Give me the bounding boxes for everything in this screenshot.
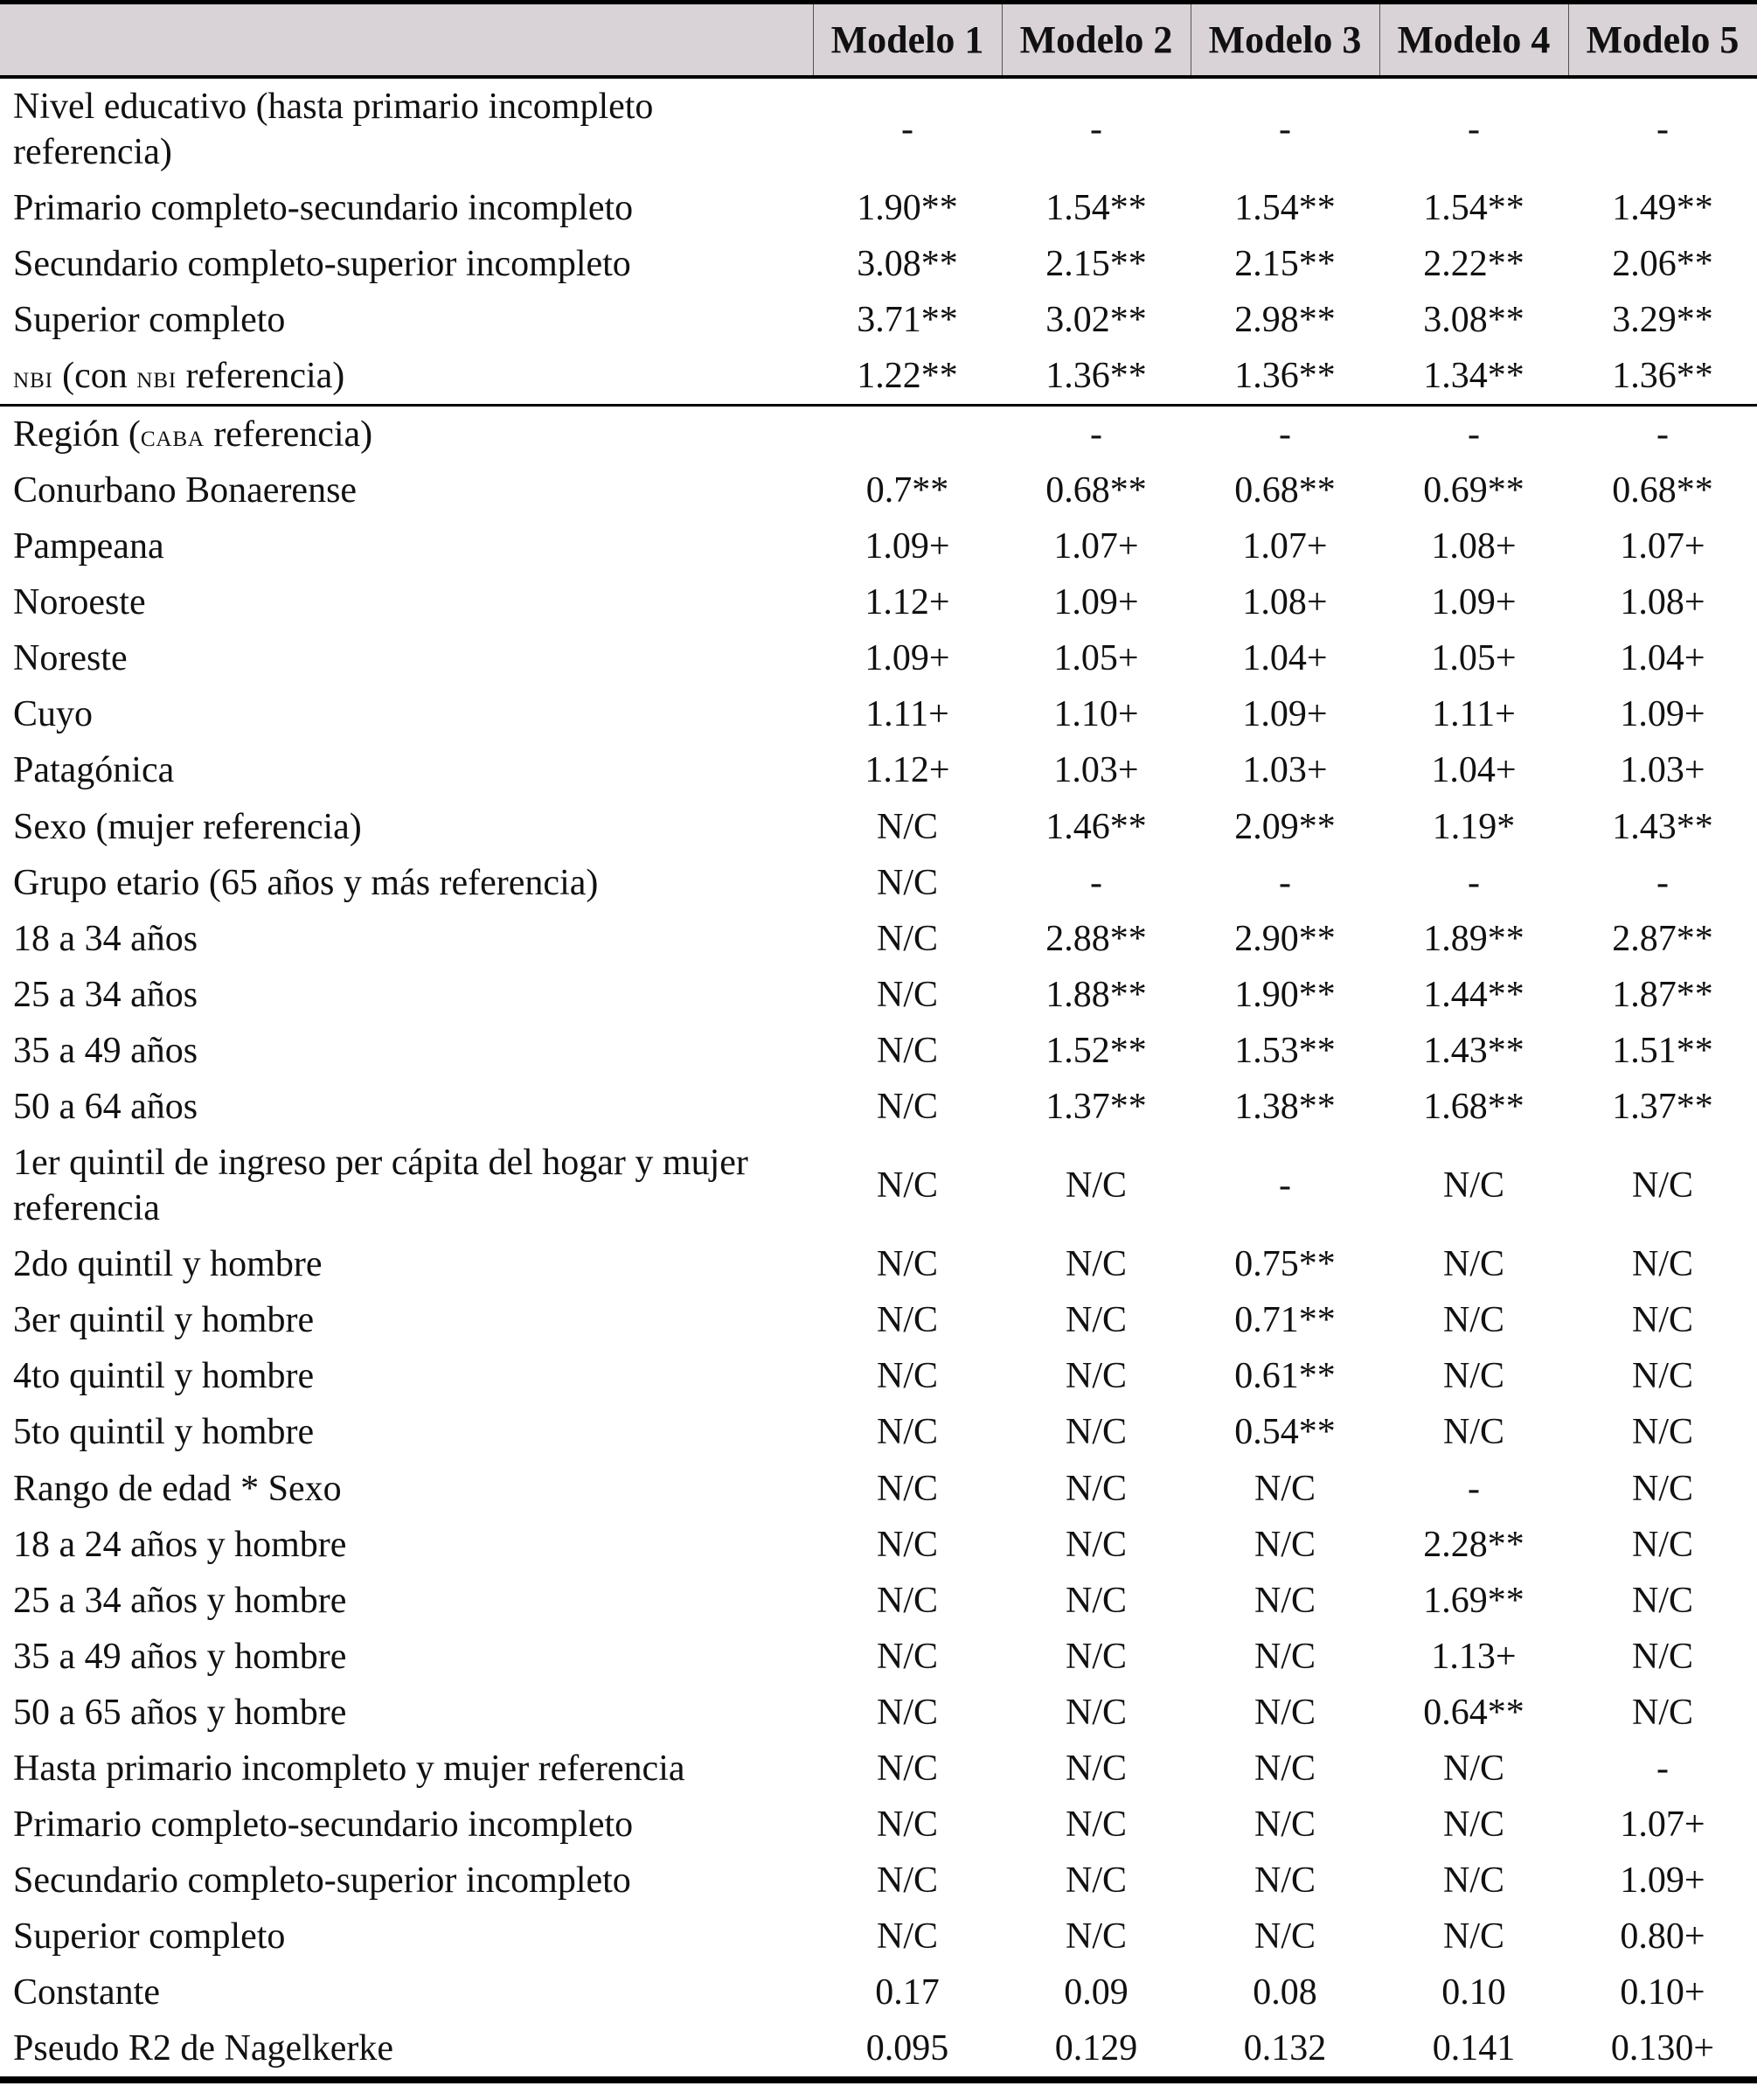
value-cell: 2.15** bbox=[1045, 243, 1147, 284]
value-cell: N/C bbox=[1631, 1692, 1693, 1733]
row-label bbox=[0, 1079, 813, 1135]
value-cell: 1.53** bbox=[1234, 1030, 1336, 1071]
value-cell: N/C bbox=[1065, 1524, 1127, 1565]
value-cell: N/C bbox=[1442, 1300, 1504, 1341]
label-text: Noreste bbox=[13, 638, 128, 679]
value-cell: - bbox=[1468, 1468, 1480, 1509]
value-cell: 0.095 bbox=[813, 2020, 1002, 2080]
label-text: 5to quintil y hombre bbox=[13, 1412, 315, 1453]
value-cell: N/C bbox=[1254, 1524, 1316, 1565]
label-text: Primario completo-secundario incompleto bbox=[13, 1804, 634, 1845]
value-cell: 1.90** bbox=[1234, 974, 1336, 1015]
table-row bbox=[0, 574, 1757, 630]
value-cell: N/C bbox=[876, 1244, 938, 1285]
value-cell: - bbox=[1090, 862, 1102, 903]
header-row bbox=[0, 3, 1757, 77]
row-label bbox=[0, 1292, 813, 1348]
table-row bbox=[0, 1853, 1757, 1909]
row-label bbox=[0, 574, 813, 630]
value-cell: - bbox=[1656, 862, 1669, 903]
small-caps-text: NBI bbox=[13, 368, 53, 393]
value-cell: 0.68** bbox=[1234, 470, 1336, 511]
value-cell: N/C bbox=[1442, 1860, 1504, 1902]
value-cell: 0.10 bbox=[1441, 1972, 1506, 2013]
value-cell: N/C bbox=[1254, 1748, 1316, 1789]
row-label bbox=[0, 1573, 813, 1629]
value-cell: N/C bbox=[876, 1412, 938, 1453]
value-cell: N/C bbox=[1254, 1916, 1316, 1957]
value-cell: N/C bbox=[1065, 1300, 1127, 1341]
value-cell: 1.43** bbox=[1612, 806, 1713, 847]
row-label bbox=[0, 799, 813, 855]
label-text: Constante bbox=[13, 1972, 160, 2013]
value-cell: N/C bbox=[876, 918, 938, 959]
value-cell: 1.68** bbox=[1423, 1086, 1524, 1127]
value-cell: N/C bbox=[1065, 1916, 1127, 1957]
row-label bbox=[0, 1348, 813, 1404]
value-cell: 1.09+ bbox=[1431, 582, 1517, 623]
value-cell: 1.04+ bbox=[1242, 638, 1328, 679]
label-text: Región ( bbox=[13, 414, 141, 455]
value-cell: 1.52** bbox=[1045, 1030, 1147, 1071]
value-cell: 1.36** bbox=[1568, 348, 1757, 406]
column-header-modelo-2: Modelo 2 bbox=[1002, 3, 1191, 77]
value-cell: 3.29** bbox=[1612, 299, 1713, 340]
value-cell: 3.08** bbox=[857, 243, 958, 284]
value-cell: 1.09+ bbox=[1053, 582, 1139, 623]
label-text: Pseudo R2 de Nagelkerke bbox=[13, 2028, 394, 2069]
label-text: Superior completo bbox=[13, 1916, 286, 1957]
value-cell: 0.69** bbox=[1423, 470, 1524, 511]
value-cell: - bbox=[1279, 414, 1291, 455]
value-cell: N/C bbox=[876, 1165, 938, 1206]
value-cell: 1.43** bbox=[1423, 1030, 1524, 1071]
label-text: Cuyo bbox=[13, 694, 94, 735]
value-cell: 1.03+ bbox=[1242, 750, 1328, 791]
value-cell: N/C bbox=[1065, 1356, 1127, 1397]
value-cell: 3.08** bbox=[1423, 299, 1524, 340]
label-text: Pampeana bbox=[13, 526, 164, 567]
value-cell: 1.04+ bbox=[1620, 638, 1705, 679]
table-row bbox=[0, 799, 1757, 855]
value-cell: 1.09+ bbox=[865, 638, 950, 679]
row-label bbox=[0, 1797, 813, 1853]
small-caps-text: CABA bbox=[140, 428, 205, 452]
label-text: referencia) bbox=[204, 414, 373, 455]
value-cell: 3.02** bbox=[1045, 299, 1147, 340]
value-cell: 0.10+ bbox=[1620, 1972, 1705, 2013]
value-cell: 0.141 bbox=[1379, 2020, 1568, 2080]
value-cell: 1.34** bbox=[1379, 348, 1568, 406]
table-body bbox=[0, 77, 1757, 2081]
value-cell: 1.11+ bbox=[1432, 694, 1516, 735]
label-text: 1er quintil de ingreso per cápita del hogar y mujer referencia bbox=[13, 1143, 748, 1229]
value-cell: 1.44** bbox=[1423, 974, 1524, 1015]
value-cell: 1.11+ bbox=[865, 694, 949, 735]
corner-header-cell bbox=[0, 3, 813, 77]
row-label bbox=[0, 180, 813, 236]
value-cell: N/C bbox=[876, 1524, 938, 1565]
value-cell: N/C bbox=[1254, 1804, 1316, 1845]
row-label bbox=[0, 236, 813, 292]
value-cell: - bbox=[1279, 108, 1291, 150]
value-cell: - bbox=[1090, 414, 1102, 455]
row-label bbox=[0, 518, 813, 574]
value-cell: 0.17 bbox=[875, 1972, 940, 2013]
table-row bbox=[0, 742, 1757, 798]
value-cell: - bbox=[1468, 414, 1480, 455]
table-row bbox=[0, 2020, 1757, 2080]
value-cell: 1.05+ bbox=[1431, 638, 1517, 679]
value-cell: 1.54** bbox=[1045, 187, 1147, 228]
value-cell: N/C bbox=[876, 1030, 938, 1071]
value-cell: N/C bbox=[876, 1086, 938, 1127]
value-cell: N/C bbox=[876, 862, 938, 903]
value-cell: 1.07+ bbox=[1242, 526, 1328, 567]
value-cell: 1.89** bbox=[1423, 918, 1524, 959]
value-cell: 0.132 bbox=[1191, 2020, 1379, 2080]
table-row bbox=[0, 1348, 1757, 1404]
value-cell: 2.09** bbox=[1234, 806, 1336, 847]
value-cell: 2.98** bbox=[1234, 299, 1336, 340]
value-cell: N/C bbox=[1065, 1636, 1127, 1677]
label-text: 2do quintil y hombre bbox=[13, 1244, 323, 1285]
value-cell: 2.90** bbox=[1234, 918, 1336, 959]
table-row bbox=[0, 630, 1757, 686]
value-cell: 2.15** bbox=[1234, 243, 1336, 284]
value-cell: 0.71** bbox=[1234, 1300, 1336, 1341]
value-cell: 1.46** bbox=[1045, 806, 1147, 847]
label-text: Nivel educativo (hasta primario incompleto referencia) bbox=[13, 86, 654, 172]
value-cell: 1.87** bbox=[1612, 974, 1713, 1015]
value-cell: 0.7** bbox=[865, 470, 949, 511]
label-text: Secundario completo-superior incompleto bbox=[13, 1860, 631, 1902]
value-cell: N/C bbox=[1254, 1860, 1316, 1902]
value-cell: N/C bbox=[876, 1804, 938, 1845]
value-cell: 1.36** bbox=[1002, 348, 1191, 406]
value-cell: N/C bbox=[1442, 1916, 1504, 1957]
table-row bbox=[0, 1292, 1757, 1348]
value-cell: 1.90** bbox=[857, 187, 958, 228]
label-text: 25 a 34 años y hombre bbox=[13, 1580, 347, 1621]
value-cell: 1.36** bbox=[1191, 348, 1379, 406]
table-row bbox=[0, 180, 1757, 236]
label-text: 3er quintil y hombre bbox=[13, 1300, 315, 1341]
table-row bbox=[0, 406, 1757, 463]
value-cell: N/C bbox=[1065, 1748, 1127, 1789]
table-row bbox=[0, 967, 1757, 1023]
value-cell: 0.08 bbox=[1253, 1972, 1317, 2013]
value-cell: - bbox=[1468, 108, 1480, 150]
value-cell: N/C bbox=[1442, 1804, 1504, 1845]
table-row bbox=[0, 1629, 1757, 1685]
value-cell: N/C bbox=[876, 1300, 938, 1341]
label-text: 35 a 49 años y hombre bbox=[13, 1636, 347, 1677]
label-text: 18 a 34 años bbox=[13, 918, 198, 959]
value-cell: - bbox=[1656, 414, 1669, 455]
value-cell: N/C bbox=[876, 1748, 938, 1789]
row-label bbox=[0, 406, 813, 463]
label-text: Patagónica bbox=[13, 750, 175, 791]
value-cell: N/C bbox=[876, 1916, 938, 1957]
value-cell: N/C bbox=[1631, 1244, 1693, 1285]
table-row bbox=[0, 1461, 1757, 1517]
value-cell: 0.68** bbox=[1045, 470, 1147, 511]
value-cell: N/C bbox=[1065, 1165, 1127, 1206]
value-cell: N/C bbox=[1631, 1356, 1693, 1397]
value-cell: 1.37** bbox=[1612, 1086, 1713, 1127]
value-cell: N/C bbox=[876, 974, 938, 1015]
label-text: Superior completo bbox=[13, 299, 286, 340]
value-cell: 1.08+ bbox=[1620, 582, 1705, 623]
value-cell: N/C bbox=[1631, 1412, 1693, 1453]
value-cell: N/C bbox=[1065, 1692, 1127, 1733]
table-row bbox=[0, 1023, 1757, 1079]
value-cell: 1.03+ bbox=[1053, 750, 1139, 791]
row-label bbox=[0, 1909, 813, 1964]
row-label bbox=[0, 1236, 813, 1292]
table-row bbox=[0, 1517, 1757, 1573]
value-cell: N/C bbox=[876, 806, 938, 847]
value-cell bbox=[813, 406, 1002, 463]
table-row bbox=[0, 911, 1757, 967]
value-cell: 0.09 bbox=[1064, 1972, 1129, 2013]
value-cell: N/C bbox=[1442, 1165, 1504, 1206]
value-cell: N/C bbox=[1065, 1860, 1127, 1902]
label-text: Secundario completo-superior incompleto bbox=[13, 243, 631, 284]
value-cell: 1.09+ bbox=[1620, 1860, 1705, 1902]
column-header-modelo-4: Modelo 4 bbox=[1379, 3, 1568, 77]
row-label bbox=[0, 1629, 813, 1685]
value-cell: N/C bbox=[1442, 1412, 1504, 1453]
row-label bbox=[0, 292, 813, 348]
value-cell: 1.51** bbox=[1612, 1030, 1713, 1071]
label-text: Grupo etario (65 años y más referencia) bbox=[13, 862, 599, 903]
value-cell: 1.13+ bbox=[1431, 1636, 1517, 1677]
label-text: (con bbox=[52, 355, 137, 396]
row-label bbox=[0, 77, 813, 180]
value-cell: N/C bbox=[1442, 1748, 1504, 1789]
value-cell: 0.68** bbox=[1612, 470, 1713, 511]
value-cell: N/C bbox=[1065, 1580, 1127, 1621]
row-label bbox=[0, 686, 813, 742]
value-cell: N/C bbox=[1631, 1580, 1693, 1621]
row-label bbox=[0, 1404, 813, 1460]
row-label bbox=[0, 1853, 813, 1909]
value-cell: - bbox=[1279, 1165, 1291, 1206]
value-cell: N/C bbox=[1442, 1244, 1504, 1285]
value-cell: 1.07+ bbox=[1620, 526, 1705, 567]
label-text: Sexo (mujer referencia) bbox=[13, 806, 362, 847]
value-cell: - bbox=[901, 108, 913, 150]
value-cell: N/C bbox=[1254, 1468, 1316, 1509]
table-row bbox=[0, 77, 1757, 180]
label-text: Noroeste bbox=[13, 582, 146, 623]
value-cell: 1.22** bbox=[813, 348, 1002, 406]
row-label bbox=[0, 1964, 813, 2020]
row-label bbox=[0, 855, 813, 911]
value-cell: N/C bbox=[876, 1356, 938, 1397]
value-cell: 1.07+ bbox=[1620, 1804, 1705, 1845]
value-cell: 1.07+ bbox=[1053, 526, 1139, 567]
value-cell: 1.38** bbox=[1234, 1086, 1336, 1127]
value-cell: 1.19* bbox=[1432, 806, 1516, 847]
value-cell: 0.54** bbox=[1234, 1412, 1336, 1453]
table-row bbox=[0, 1573, 1757, 1629]
value-cell: 2.88** bbox=[1045, 918, 1147, 959]
value-cell: 0.80+ bbox=[1620, 1916, 1705, 1957]
table-row bbox=[0, 462, 1757, 518]
row-label bbox=[0, 1461, 813, 1517]
value-cell: 1.09+ bbox=[865, 526, 950, 567]
value-cell: 1.09+ bbox=[1242, 694, 1328, 735]
value-cell: N/C bbox=[1254, 1692, 1316, 1733]
value-cell: - bbox=[1656, 1748, 1669, 1789]
label-text: 50 a 65 años y hombre bbox=[13, 1692, 347, 1733]
table-row bbox=[0, 292, 1757, 348]
row-label bbox=[0, 1135, 813, 1236]
value-cell: 1.05+ bbox=[1053, 638, 1139, 679]
column-header-modelo-1: Modelo 1 bbox=[813, 3, 1002, 77]
label-text: 25 a 34 años bbox=[13, 974, 198, 1015]
value-cell: N/C bbox=[1631, 1468, 1693, 1509]
value-cell: N/C bbox=[1254, 1580, 1316, 1621]
label-text: Conurbano Bonaerense bbox=[13, 470, 358, 511]
row-label bbox=[0, 742, 813, 798]
table-row bbox=[0, 1135, 1757, 1236]
value-cell: 1.88** bbox=[1045, 974, 1147, 1015]
table-row bbox=[0, 1079, 1757, 1135]
label-text: Hasta primario incompleto y mujer referencia bbox=[13, 1748, 685, 1789]
value-cell: 0.64** bbox=[1423, 1692, 1524, 1733]
table-row bbox=[0, 855, 1757, 911]
value-cell: 0.61** bbox=[1234, 1356, 1336, 1397]
table-row bbox=[0, 1404, 1757, 1460]
value-cell: - bbox=[1468, 862, 1480, 903]
value-cell: 0.130+ bbox=[1568, 2020, 1757, 2080]
label-text: Rango de edad * Sexo bbox=[13, 1468, 342, 1509]
label-text: Primario completo-secundario incompleto bbox=[13, 187, 634, 228]
row-label bbox=[0, 2020, 813, 2080]
value-cell: 2.87** bbox=[1612, 918, 1713, 959]
table-row bbox=[0, 1741, 1757, 1797]
label-text: 4to quintil y hombre bbox=[13, 1356, 315, 1397]
value-cell: 1.09+ bbox=[1620, 694, 1705, 735]
row-label bbox=[0, 1023, 813, 1079]
value-cell: 2.06** bbox=[1612, 243, 1713, 284]
value-cell: N/C bbox=[1065, 1244, 1127, 1285]
value-cell: N/C bbox=[1631, 1524, 1693, 1565]
value-cell: 1.08+ bbox=[1242, 582, 1328, 623]
value-cell: N/C bbox=[876, 1860, 938, 1902]
value-cell: 2.28** bbox=[1423, 1524, 1524, 1565]
value-cell: 1.37** bbox=[1045, 1086, 1147, 1127]
value-cell: - bbox=[1279, 862, 1291, 903]
value-cell: N/C bbox=[876, 1692, 938, 1733]
value-cell: 1.69** bbox=[1423, 1580, 1524, 1621]
value-cell: - bbox=[1656, 108, 1669, 150]
column-header-modelo-5: Modelo 5 bbox=[1568, 3, 1757, 77]
row-label bbox=[0, 1685, 813, 1741]
value-cell: N/C bbox=[1631, 1636, 1693, 1677]
table-row bbox=[0, 686, 1757, 742]
value-cell: N/C bbox=[1065, 1412, 1127, 1453]
table-row bbox=[0, 1797, 1757, 1853]
value-cell: 1.04+ bbox=[1431, 750, 1517, 791]
small-caps-text: NBI bbox=[136, 368, 177, 393]
value-cell: N/C bbox=[1254, 1636, 1316, 1677]
value-cell: 3.71** bbox=[857, 299, 958, 340]
value-cell: N/C bbox=[1631, 1165, 1693, 1206]
table-row bbox=[0, 518, 1757, 574]
row-label bbox=[0, 967, 813, 1023]
table-row bbox=[0, 1236, 1757, 1292]
row-label bbox=[0, 348, 813, 406]
table-row bbox=[0, 1685, 1757, 1741]
value-cell: N/C bbox=[1631, 1300, 1693, 1341]
table-row bbox=[0, 1964, 1757, 2020]
value-cell: N/C bbox=[1442, 1356, 1504, 1397]
row-label bbox=[0, 462, 813, 518]
column-header-modelo-3: Modelo 3 bbox=[1191, 3, 1379, 77]
value-cell: 0.129 bbox=[1002, 2020, 1191, 2080]
table-row bbox=[0, 1909, 1757, 1964]
value-cell: - bbox=[1090, 108, 1102, 150]
value-cell: N/C bbox=[876, 1468, 938, 1509]
row-label bbox=[0, 1517, 813, 1573]
table-row bbox=[0, 236, 1757, 292]
value-cell: 1.03+ bbox=[1620, 750, 1705, 791]
value-cell: N/C bbox=[876, 1636, 938, 1677]
row-label bbox=[0, 1741, 813, 1797]
value-cell: 2.22** bbox=[1423, 243, 1524, 284]
value-cell: 1.12+ bbox=[865, 582, 950, 623]
value-cell: 0.75** bbox=[1234, 1244, 1336, 1285]
value-cell: 1.54** bbox=[1423, 187, 1524, 228]
value-cell: 1.49** bbox=[1612, 187, 1713, 228]
value-cell: N/C bbox=[876, 1580, 938, 1621]
label-text: 35 a 49 años bbox=[13, 1030, 198, 1071]
value-cell: 1.10+ bbox=[1053, 694, 1139, 735]
value-cell: N/C bbox=[1065, 1804, 1127, 1845]
value-cell: 1.08+ bbox=[1431, 526, 1517, 567]
table-row bbox=[0, 348, 1757, 406]
row-label bbox=[0, 630, 813, 686]
row-label bbox=[0, 911, 813, 967]
label-text: referencia) bbox=[176, 355, 345, 396]
value-cell: 1.54** bbox=[1234, 187, 1336, 228]
label-text: 50 a 64 años bbox=[13, 1086, 198, 1127]
value-cell: N/C bbox=[1065, 1468, 1127, 1509]
value-cell: 1.12+ bbox=[865, 750, 950, 791]
label-text: 18 a 24 años y hombre bbox=[13, 1524, 347, 1565]
